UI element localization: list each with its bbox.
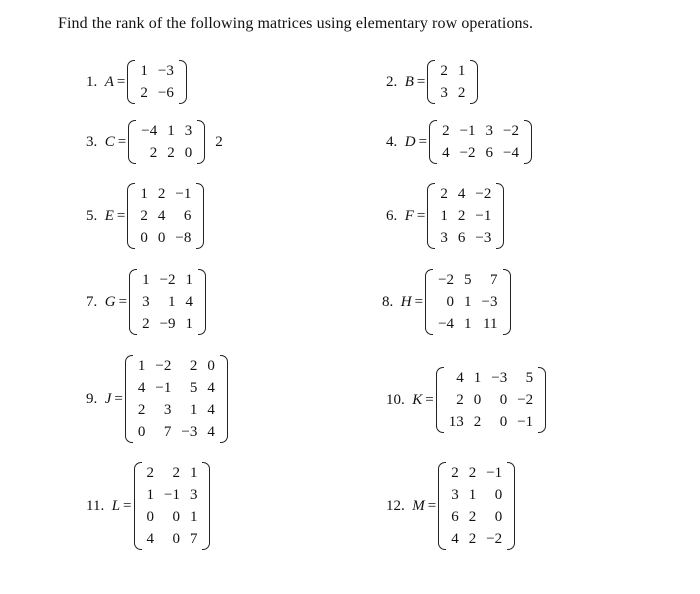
matrix-entry: 3	[440, 85, 448, 101]
equals-sign: =	[116, 207, 126, 224]
matrix-row	[133, 399, 220, 421]
matrix-entry: 4	[456, 370, 464, 386]
problem-number: 6.	[386, 207, 405, 224]
left-paren	[134, 462, 142, 550]
matrix-entry: 0	[140, 230, 148, 246]
matrix-entry: 1	[457, 63, 466, 79]
matrix-entry: 2	[456, 392, 464, 408]
matrix-entry: 4	[137, 380, 146, 396]
matrix-entry: 3	[189, 487, 198, 503]
matrix-entry: 0	[499, 392, 508, 408]
matrix-row	[142, 506, 203, 528]
matrix-entry: −1	[517, 414, 534, 430]
problem-number: 10.	[386, 391, 413, 408]
matrix-entry: 2	[146, 465, 155, 481]
matrix-entry: −2	[159, 272, 176, 288]
matrix-entry: 1	[468, 487, 477, 503]
matrix-name: A	[104, 73, 114, 90]
matrix-row	[142, 528, 203, 550]
matrix	[427, 183, 504, 249]
matrix-entry: −4	[503, 145, 519, 161]
matrix-entry: −2	[459, 145, 476, 161]
matrix-row	[444, 411, 538, 433]
matrix-entry: 0	[157, 230, 166, 246]
matrix-entry: 2	[140, 208, 148, 224]
matrix	[436, 367, 546, 433]
matrix-entry: 2	[468, 465, 477, 481]
right-paren	[507, 462, 515, 550]
matrix-entry: 2	[468, 531, 477, 547]
matrix-row	[433, 269, 502, 291]
left-paren	[427, 60, 435, 104]
right-paren	[496, 183, 504, 249]
matrix-entry: −2	[517, 392, 534, 408]
matrix-entry: 2	[473, 414, 482, 430]
problem-number: 7.	[86, 293, 105, 310]
problem-label	[86, 391, 125, 408]
left-paren	[129, 269, 137, 335]
matrix-entry: 1	[185, 316, 194, 332]
matrix-row	[142, 484, 203, 506]
problem-9	[86, 355, 228, 443]
left-paren	[438, 462, 446, 550]
matrix-entry: 7	[163, 424, 172, 440]
problem-7	[86, 269, 206, 335]
matrix-entry: −3	[481, 294, 498, 310]
matrix-name: G	[104, 293, 116, 310]
matrix-entry: −2	[155, 358, 172, 374]
problem-number: 5.	[86, 207, 105, 224]
matrix	[427, 60, 478, 104]
matrix-entries	[433, 269, 502, 335]
right-paren	[538, 367, 546, 433]
matrix-entry: −1	[155, 380, 172, 396]
matrix-entries	[136, 120, 197, 164]
matrix	[127, 183, 204, 249]
right-paren	[202, 462, 210, 550]
matrix-entry: 0	[137, 424, 146, 440]
problem-label	[386, 208, 427, 225]
problem-5	[86, 183, 204, 249]
matrix-row	[437, 142, 524, 164]
matrix-row	[444, 389, 538, 411]
problem-number: 2.	[386, 73, 405, 90]
matrix-entry: 4	[207, 380, 215, 396]
matrix	[425, 269, 510, 335]
matrix-entry: 2	[457, 208, 466, 224]
matrix-entry: 1	[146, 487, 155, 503]
problem-11	[86, 462, 210, 550]
matrix-row	[135, 82, 178, 104]
matrix-name: F	[404, 207, 414, 224]
problem-8	[382, 269, 511, 335]
equals-sign: =	[116, 73, 126, 90]
matrix-row	[435, 82, 470, 104]
matrix-entry: −2	[503, 123, 519, 139]
matrix-entry: 6	[451, 509, 459, 525]
problem-1	[86, 60, 187, 104]
matrix-entry: 5	[525, 370, 534, 386]
matrix-entries	[135, 183, 196, 249]
left-paren	[429, 120, 437, 164]
right-paren	[220, 355, 228, 443]
problem-number: 8.	[382, 293, 401, 310]
equals-sign: =	[118, 293, 128, 310]
matrix-entry: 6	[485, 145, 494, 161]
left-paren	[127, 183, 135, 249]
right-paren	[470, 60, 478, 104]
matrix-entry: 0	[473, 392, 482, 408]
matrix-entry: 1	[464, 294, 472, 310]
matrix-entry: 0	[146, 509, 155, 525]
matrix-entry: 2	[457, 85, 466, 101]
matrix-row	[435, 205, 496, 227]
matrix-entry: 0	[207, 358, 215, 374]
left-paren	[125, 355, 133, 443]
problem-number: 4.	[386, 133, 405, 150]
matrix-name: B	[404, 73, 414, 90]
matrix	[129, 269, 206, 335]
matrix-entry: 1	[189, 402, 198, 418]
right-paren	[524, 120, 532, 164]
matrix-row	[135, 205, 196, 227]
problem-4	[386, 120, 532, 164]
equals-sign: =	[427, 497, 437, 514]
matrix-entry: −3	[181, 424, 198, 440]
matrix-entry: 3	[142, 294, 150, 310]
matrix-entry: −1	[175, 186, 192, 202]
matrix-entry: 2	[172, 465, 180, 481]
matrix-row	[435, 227, 496, 249]
matrix-entry: −2	[486, 531, 503, 547]
matrix-row	[136, 142, 197, 164]
matrix-entry: −1	[486, 465, 503, 481]
matrix-entry: −2	[475, 186, 492, 202]
equals-sign: =	[117, 133, 127, 150]
right-paren	[196, 183, 204, 249]
matrix-entry: −1	[475, 208, 492, 224]
matrix	[128, 120, 205, 164]
matrix-row	[142, 462, 203, 484]
matrix-entry: 4	[185, 294, 194, 310]
problem-10	[386, 367, 546, 433]
matrix-row	[437, 120, 524, 142]
matrix-entry: 1	[185, 272, 194, 288]
matrix-entry: 2	[440, 186, 448, 202]
matrix-entry: 0	[499, 414, 508, 430]
matrix-entry: 0	[446, 294, 455, 310]
matrix-entry: −3	[157, 63, 174, 79]
matrix-entry: 1	[140, 63, 148, 79]
matrix-entry: 0	[172, 509, 180, 525]
matrix-name: E	[104, 207, 114, 224]
left-paren	[425, 269, 433, 335]
matrix-entry: 0	[184, 145, 193, 161]
matrix-entry: 4	[146, 531, 155, 547]
matrix-entry: 2	[189, 358, 198, 374]
problem-number: 3.	[86, 133, 105, 150]
matrix-entries	[435, 183, 496, 249]
matrix-entry: 2	[140, 85, 148, 101]
problem-label	[86, 74, 127, 91]
matrix-entry: 3	[485, 123, 494, 139]
matrix-entry: −1	[459, 123, 476, 139]
matrix	[125, 355, 228, 443]
matrix-entries	[446, 462, 507, 550]
matrix-entry: 2	[468, 509, 477, 525]
equals-sign: =	[416, 207, 426, 224]
matrix-entry: 1	[168, 294, 176, 310]
matrix-entry: 2	[167, 145, 175, 161]
matrix-entry: 1	[473, 370, 482, 386]
matrix-entries	[135, 60, 178, 104]
matrix	[438, 462, 515, 550]
matrix-entry: 3	[451, 487, 459, 503]
problem-label	[386, 74, 427, 91]
matrix-row	[137, 291, 198, 313]
matrix-entry: 7	[490, 272, 498, 288]
matrix-entries	[444, 367, 538, 433]
matrix-entry: 4	[207, 424, 215, 440]
matrix-entry: 1	[464, 316, 472, 332]
problem-number: 1.	[86, 73, 105, 90]
matrix	[134, 462, 211, 550]
matrix-row	[435, 183, 496, 205]
problem-label	[86, 294, 129, 311]
problem-3	[86, 120, 223, 164]
matrix-name: L	[111, 497, 121, 514]
matrix-row	[133, 377, 220, 399]
matrix-row	[137, 313, 198, 335]
equals-sign: =	[414, 293, 424, 310]
matrix-name: M	[412, 497, 425, 514]
matrix-entries	[437, 120, 524, 164]
instruction-heading: Find the rank of the following matrices using elementary row operations.	[58, 15, 534, 32]
matrix-entry: −9	[159, 316, 176, 332]
matrix	[429, 120, 532, 164]
matrix-entry: −4	[438, 316, 455, 332]
matrix-row	[137, 269, 198, 291]
equals-sign: =	[418, 133, 428, 150]
matrix-entry: 2	[157, 186, 166, 202]
matrix-entry: −8	[175, 230, 192, 246]
equals-sign: =	[425, 391, 434, 408]
matrix-entry: 1	[137, 358, 146, 374]
matrix-entry: 1	[142, 272, 150, 288]
matrix-entry: 2	[149, 145, 158, 161]
matrix-entry: −3	[475, 230, 492, 246]
left-paren	[436, 367, 444, 433]
right-paren	[198, 269, 206, 335]
problem-label	[386, 498, 438, 515]
matrix-entry: 0	[172, 531, 180, 547]
matrix-row	[135, 183, 196, 205]
matrix	[127, 60, 186, 104]
problem-label	[86, 134, 128, 151]
problem-12	[386, 462, 515, 550]
equals-sign: =	[123, 497, 132, 514]
matrix-row	[135, 60, 178, 82]
equals-sign: =	[416, 73, 426, 90]
matrix-entries	[133, 355, 220, 443]
matrix-row	[435, 60, 470, 82]
matrix-entry: 6	[183, 208, 192, 224]
matrix-entry: −3	[491, 370, 508, 386]
matrix-row	[433, 313, 502, 335]
matrix-row	[133, 421, 220, 443]
matrix-entry: 1	[140, 186, 148, 202]
problem-label	[86, 208, 127, 225]
matrix-entry: 2	[440, 63, 448, 79]
matrix-entry: 1	[167, 123, 175, 139]
matrix-entry: 0	[494, 509, 503, 525]
matrix-entries	[137, 269, 198, 335]
matrix-row	[444, 367, 538, 389]
matrix-entry: 3	[440, 230, 448, 246]
matrix-entry: −6	[157, 85, 174, 101]
matrix-name: D	[404, 133, 416, 150]
matrix-entry: −2	[438, 272, 455, 288]
matrix-row	[136, 120, 197, 142]
matrix-row	[446, 462, 507, 484]
matrix-entry: 2	[442, 123, 450, 139]
right-paren	[503, 269, 511, 335]
matrix-row	[433, 291, 502, 313]
matrix-name: J	[104, 390, 112, 407]
matrix-entry: 3	[163, 402, 172, 418]
matrix-name: K	[412, 391, 423, 408]
right-paren	[197, 120, 205, 164]
matrix-row	[446, 484, 507, 506]
right-paren	[179, 60, 187, 104]
problem-number: 11.	[86, 497, 112, 514]
problem-6	[386, 183, 504, 249]
matrix-entries	[435, 60, 470, 104]
matrix-entry: 13	[448, 414, 464, 430]
matrix-entry: 4	[207, 402, 215, 418]
matrix-entry: 11	[483, 316, 498, 332]
matrix-entry: 5	[464, 272, 472, 288]
matrix-entries	[142, 462, 203, 550]
matrix-entry: 7	[189, 531, 198, 547]
matrix-row	[446, 506, 507, 528]
trailing-value: 2	[215, 133, 223, 150]
matrix-entry: 2	[451, 465, 459, 481]
matrix-entry: 4	[442, 145, 450, 161]
left-paren	[128, 120, 136, 164]
matrix-entry: 2	[137, 402, 146, 418]
matrix-entry: 2	[142, 316, 150, 332]
matrix-entry: −1	[164, 487, 180, 503]
matrix-entry: 3	[184, 123, 193, 139]
matrix-entry: −4	[141, 123, 158, 139]
problem-label	[386, 134, 429, 151]
matrix-entry: 4	[457, 186, 466, 202]
left-paren	[127, 60, 135, 104]
matrix-row	[133, 355, 220, 377]
matrix-entry: 4	[451, 531, 459, 547]
matrix-name: C	[104, 133, 115, 150]
matrix-entry: 4	[157, 208, 166, 224]
problem-number: 9.	[86, 390, 105, 407]
matrix-entry: 1	[440, 208, 448, 224]
problem-label	[382, 294, 425, 311]
matrix-entry: 1	[189, 509, 198, 525]
matrix-entry: 5	[189, 380, 198, 396]
matrix-name: H	[400, 293, 412, 310]
problem-label	[386, 392, 436, 409]
matrix-entry: 0	[494, 487, 503, 503]
left-paren	[427, 183, 435, 249]
problem-number: 12.	[386, 497, 413, 514]
matrix-row	[135, 227, 196, 249]
problem-label	[86, 498, 134, 515]
problem-2	[386, 60, 478, 104]
matrix-entry: 6	[457, 230, 466, 246]
matrix-entry: 1	[189, 465, 198, 481]
equals-sign: =	[114, 390, 123, 407]
matrix-row	[446, 528, 507, 550]
